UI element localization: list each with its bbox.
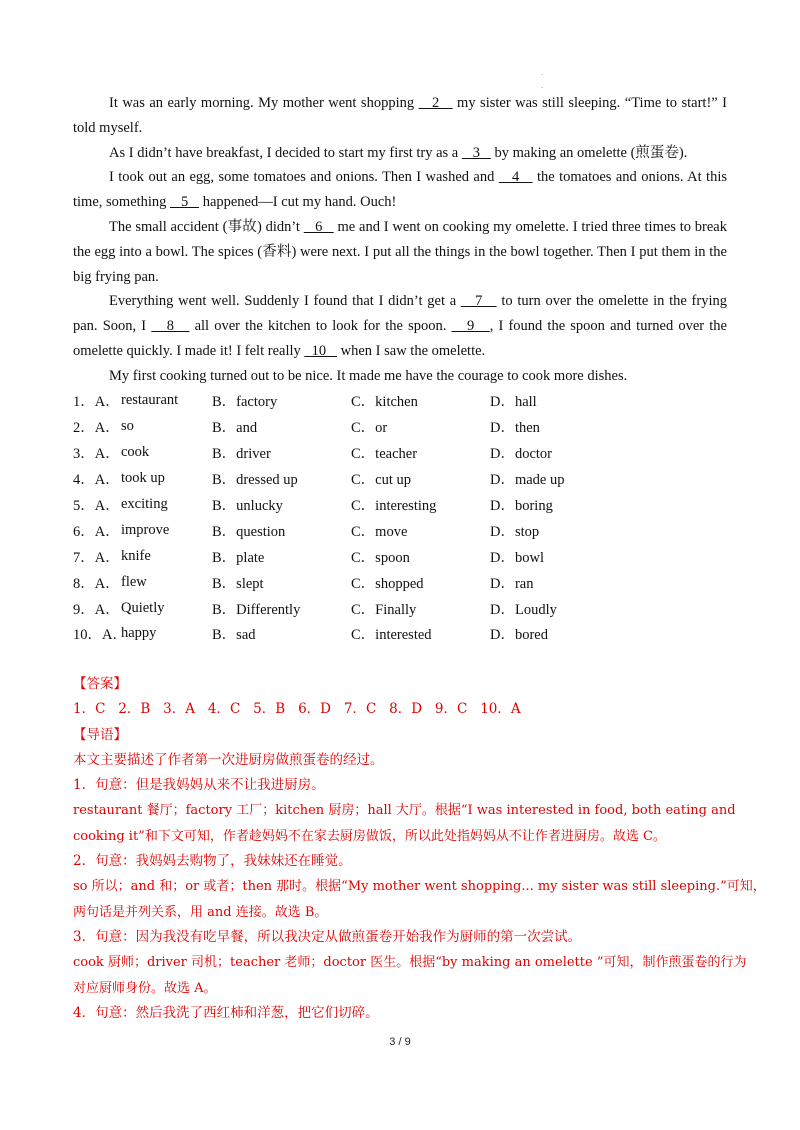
passage-text: Everything went well. Suddenly I found that I didn’t get a — [109, 293, 461, 310]
option-b: B．slept — [212, 575, 264, 592]
option-c: C．or — [351, 420, 388, 437]
option-c: C．spoon — [351, 549, 410, 566]
option-b: B．unlucky — [212, 498, 283, 514]
option-b: B．sad — [212, 627, 256, 644]
option-row — [73, 440, 733, 466]
passage-text: all over the kitchen to look for the spoon. — [189, 318, 452, 335]
q3-explanation-line: cook 厨师；driver 司机；teacher 老师；doctor 医生。根据“by making an omelette ”可知，制作煎蛋卷的行为 — [73, 955, 747, 971]
option-d: D．bored — [490, 627, 548, 644]
option-d: D．doctor — [490, 446, 553, 463]
option-a: Quietly — [121, 599, 165, 616]
blank-5: 5 — [170, 194, 200, 211]
option-c: C．interested — [351, 627, 432, 644]
option-c: C．kitchen — [351, 394, 418, 411]
passage-text: As I didn’t have breakfast, I decided to start my first try as a — [109, 144, 462, 161]
option-b: B．Differently — [212, 601, 301, 618]
passage-text: me and I went on cooking my omelette. I tried three times to break the egg into a bowl. The spices (香料) were next. I put all the things in the bowl together. Then I put them in the big frying pan. — [73, 218, 727, 285]
passage-paragraph-4 — [73, 215, 727, 289]
answer-heading: 【答案】 — [73, 676, 127, 692]
question-number: 9．A． — [73, 601, 120, 618]
option-row — [73, 492, 733, 518]
q1-meaning: 1．句意：但是我妈妈从来不让我进厨房。 — [73, 777, 325, 794]
passage-text: My first cooking turned out to be nice. It made me have the courage to cook more dishes. — [109, 367, 628, 384]
q3-explanation-line: 对应厨师身份。故选 A。 — [73, 980, 217, 996]
page-number: 3 / 9 — [389, 1036, 411, 1048]
page-marks: . . — [541, 68, 544, 90]
passage-paragraph-3 — [73, 165, 727, 215]
q4-meaning: 4．句意：然后我洗了西红柿和洋葱，把它们切碎。 — [73, 1004, 379, 1021]
option-c: C．cut up — [351, 472, 412, 489]
option-a: took up — [121, 470, 165, 487]
option-a: cook — [121, 444, 150, 461]
question-number: 4．A． — [73, 472, 120, 489]
option-c: C．teacher — [351, 446, 418, 463]
blank-6: 6 — [303, 218, 334, 235]
passage-text: It was an early morning. My mother went shopping — [109, 95, 419, 111]
option-d: D．Loudly — [490, 601, 557, 618]
passage-text: , I found the spoon and turned over the omelette quickly. I made it! I felt really — [73, 318, 727, 359]
option-b: B．and — [212, 420, 258, 437]
guide-text: 本文主要描述了作者第一次进厨房做煎蛋卷的经过。 — [73, 751, 384, 768]
passage-paragraph-1 — [73, 91, 727, 141]
option-d: D．hall — [490, 394, 537, 411]
passage-paragraph-5 — [73, 289, 727, 363]
q2-explanation-line: so 所以；and 和；or 或者；then 那时。根据“My mother went shopping... my sister was still sleeping.”可知， — [73, 879, 766, 895]
option-a: so — [121, 418, 134, 435]
option-a: restaurant — [121, 392, 179, 409]
question-number: 8．A． — [73, 575, 120, 592]
question-number: 3．A． — [73, 446, 120, 463]
passage-text: the tomatoes and onions. At this time, something — [73, 169, 727, 211]
option-row — [73, 543, 733, 569]
blank-3: 3 — [461, 144, 491, 161]
option-row — [73, 388, 733, 414]
blank-2: 2 — [418, 95, 453, 111]
option-d: D．stop — [490, 523, 540, 540]
blank-4: 4 — [498, 169, 533, 186]
question-number: 7．A． — [73, 549, 120, 566]
passage-text: to turn over the omelette in the frying pan. Soon, I — [73, 293, 727, 335]
option-c: C．interesting — [351, 498, 437, 514]
blank-10: 10 — [304, 342, 337, 359]
option-d: D．bowl — [490, 549, 544, 566]
option-b: B．driver — [212, 446, 271, 463]
q3-meaning: 3．句意：因为我没有吃早餐，所以我决定从做煎蛋卷开始我作为厨师的第一次尝试。 — [73, 928, 582, 945]
option-b: B．factory — [212, 394, 278, 411]
option-row — [73, 595, 733, 621]
guide-heading: 【导语】 — [73, 726, 127, 743]
q1-explanation-line: cooking it”和下文可知，作者趁妈妈不在家去厨房做饭，所以此处指妈妈从不让作者进厨房。故选 C。 — [73, 828, 666, 844]
option-d: D．boring — [490, 498, 553, 514]
option-d: D．made up — [490, 472, 565, 489]
question-number: 5．A． — [73, 498, 120, 514]
answer-explanations — [73, 672, 766, 1026]
option-row — [73, 621, 733, 647]
passage-text: when I saw the omelette. — [337, 342, 486, 359]
passage-paragraph-2 — [73, 141, 727, 166]
option-b: B．question — [212, 523, 286, 540]
q2-explanation-line: 两句话是并列关系，用 and 连接。故选 B。 — [73, 904, 328, 920]
option-c: C．shopped — [351, 575, 424, 592]
passage-text: The small accident (事故) didn’t — [109, 218, 304, 235]
blank-9: 9 — [451, 318, 490, 335]
option-c: C．Finally — [351, 601, 417, 618]
cloze-passage — [73, 91, 727, 389]
answer-key: 1．C 2．B 3．A 4．C 5．B 6．D 7．C 8．D 9．C 10．A — [73, 701, 521, 718]
blank-8: 8 — [151, 318, 190, 335]
passage-text: by making an omelette (煎蛋卷). — [490, 144, 688, 161]
answer-options — [73, 388, 733, 647]
option-a: happy — [121, 625, 157, 642]
option-d: D．ran — [490, 575, 534, 592]
option-d: D．then — [490, 420, 540, 437]
question-number: 10．A． — [73, 627, 127, 644]
option-a: knife — [121, 547, 151, 564]
passage-text: I took out an egg, some tomatoes and onions. Then I washed and — [109, 169, 499, 186]
option-c: C．move — [351, 523, 408, 540]
q2-meaning: 2．句意：我妈妈去购物了，我妹妹还在睡觉。 — [73, 853, 352, 870]
option-a: exciting — [121, 496, 168, 512]
question-number: 2．A． — [73, 420, 120, 437]
passage-text: happened—I cut my hand. Ouch! — [199, 194, 397, 211]
option-row — [73, 414, 733, 440]
question-number: 6．A． — [73, 523, 120, 540]
question-number: 1．A． — [73, 394, 120, 411]
option-row — [73, 517, 733, 543]
option-a: flew — [121, 573, 147, 590]
option-row — [73, 569, 733, 595]
option-row — [73, 466, 733, 492]
option-b: B．dressed up — [212, 472, 298, 489]
option-a: improve — [121, 521, 170, 538]
passage-paragraph-6 — [73, 364, 727, 389]
passage-text: my sister was still sleeping. “Time to start!” I told myself. — [73, 95, 727, 136]
q1-explanation-line: restaurant 餐厅；factory 工厂；kitchen 厨房；hall 大厅。根据“I was interested in food, both eating and — [73, 803, 736, 819]
option-b: B．plate — [212, 549, 265, 566]
blank-7: 7 — [460, 293, 497, 310]
